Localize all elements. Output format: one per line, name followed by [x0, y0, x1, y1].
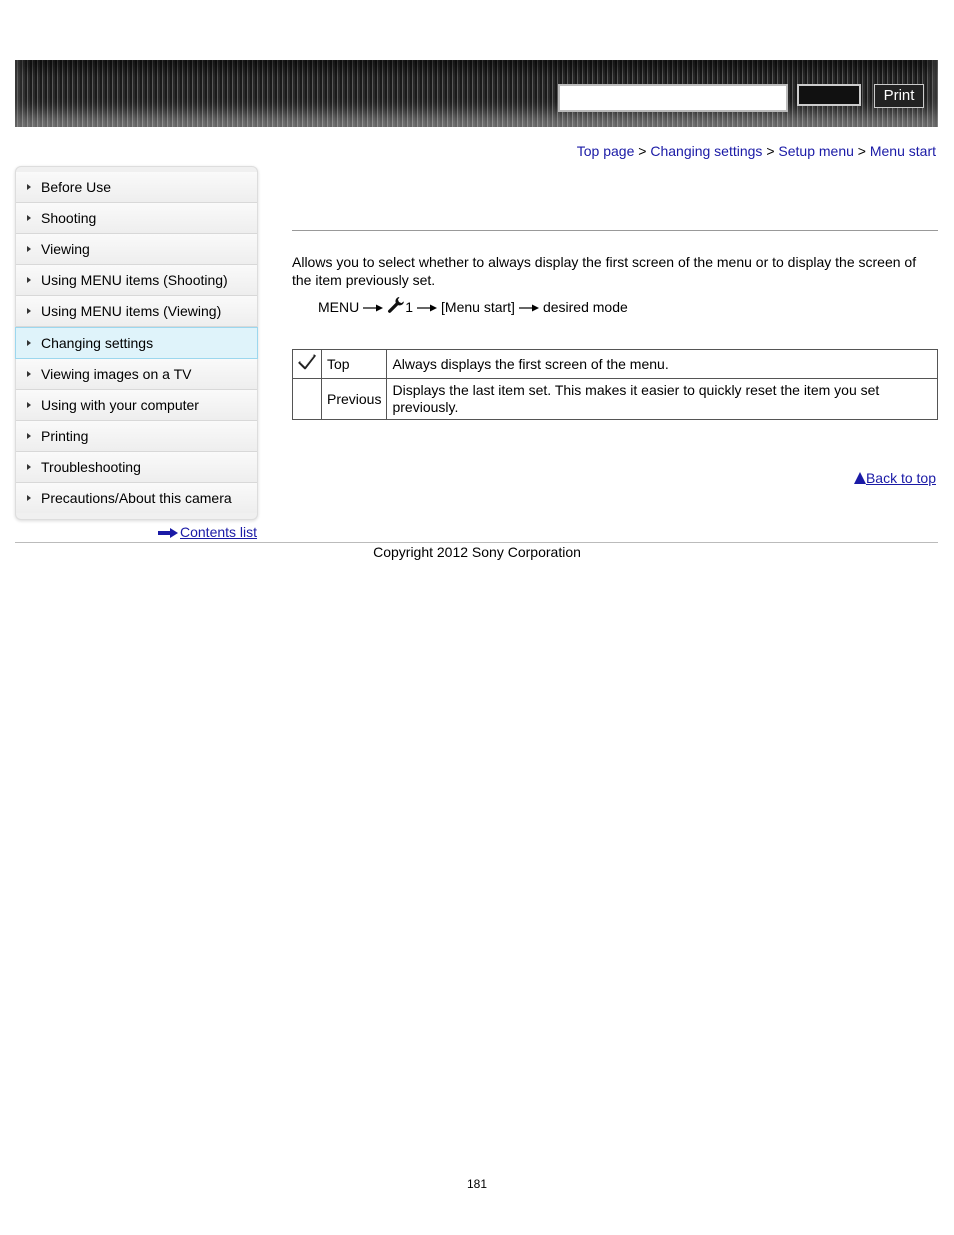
breadcrumb-menu-start[interactable]: Menu start — [869, 143, 936, 159]
triangle-right-icon — [27, 402, 31, 408]
arrow-right-icon — [519, 304, 539, 312]
search-input[interactable] — [558, 84, 788, 112]
breadcrumb — [577, 143, 936, 159]
option-name: Top — [322, 350, 387, 379]
triangle-right-icon — [27, 246, 31, 252]
description: Allows you to select whether to always display the first screen of the menu or to display the screen of the item previously set. — [292, 254, 917, 288]
triangle-right-icon — [27, 308, 31, 314]
mode-label: desired mode — [542, 299, 628, 315]
empty-check-cell — [293, 379, 322, 420]
sidebar-item-menu-viewing[interactable] — [16, 296, 257, 327]
triangle-right-icon — [27, 184, 31, 190]
search-button[interactable] — [797, 84, 861, 106]
breadcrumb-top-page[interactable]: Top page — [576, 143, 635, 159]
option-desc: Always displays the first screen of the menu. — [387, 350, 938, 379]
sidebar-item-label: Viewing — [41, 241, 90, 257]
options-table — [292, 349, 938, 420]
sidebar-item-precautions[interactable] — [16, 483, 257, 513]
sidebar-item-label: Using MENU items (Shooting) — [41, 272, 228, 288]
sidebar-item-label: Using with your computer — [41, 397, 199, 413]
sidebar-item-label: Before Use — [41, 179, 112, 195]
sidebar-item-before-use[interactable] — [16, 172, 257, 203]
breadcrumb-separator: > — [638, 143, 647, 159]
option-name: Previous — [322, 379, 387, 420]
sidebar — [15, 166, 258, 520]
setup-number: 1 — [405, 299, 414, 315]
breadcrumb-separator: > — [766, 143, 775, 159]
back-to-top-label: Back to top — [865, 470, 936, 486]
arrow-right-icon — [363, 304, 383, 312]
sidebar-item-label: Changing settings — [41, 335, 154, 351]
default-check-cell — [293, 350, 322, 379]
sidebar-item-computer[interactable] — [16, 390, 257, 421]
menu-path — [318, 296, 628, 317]
contents-list-label: Contents list — [180, 524, 258, 540]
triangle-right-icon — [27, 433, 31, 439]
page-number: 181 — [466, 1177, 488, 1191]
sidebar-item-label: Viewing images on a TV — [41, 366, 192, 382]
sidebar-item-label: Shooting — [41, 210, 97, 226]
sidebar-item-changing-settings[interactable] — [15, 327, 258, 359]
triangle-right-icon — [27, 277, 31, 283]
sidebar-item-label: Troubleshooting — [41, 459, 141, 475]
wrench-icon — [387, 296, 405, 314]
menu-item-label: [Menu start] — [441, 299, 515, 315]
sidebar-item-menu-shooting[interactable] — [16, 265, 257, 296]
sidebar-item-printing[interactable] — [16, 421, 257, 452]
triangle-right-icon — [27, 371, 31, 377]
table-row — [293, 350, 938, 379]
table-row — [293, 379, 938, 420]
sidebar-item-viewing[interactable] — [16, 234, 257, 265]
arrow-right-icon — [158, 528, 178, 538]
sidebar-item-viewing-tv[interactable] — [16, 359, 257, 390]
sidebar-item-troubleshooting[interactable] — [16, 452, 257, 483]
triangle-up-icon — [854, 472, 866, 484]
title-divider — [292, 230, 938, 231]
print-button[interactable]: Print — [874, 84, 924, 108]
contents-list-link[interactable] — [158, 524, 257, 540]
menu-label: MENU — [318, 299, 360, 315]
sidebar-item-label: Using MENU items (Viewing) — [41, 303, 222, 319]
back-to-top-link[interactable] — [854, 470, 936, 486]
breadcrumb-setup-menu[interactable]: Setup menu — [778, 143, 854, 159]
sidebar-item-label: Precautions/About this camera — [41, 490, 232, 506]
option-desc: Displays the last item set. This makes it easier to quickly reset the item you set previously. — [387, 379, 938, 420]
copyright: Copyright 2012 Sony Corporation — [373, 544, 581, 560]
check-mark-icon — [297, 352, 317, 372]
triangle-right-icon — [27, 340, 31, 346]
triangle-right-icon — [27, 495, 31, 501]
triangle-right-icon — [27, 215, 31, 221]
breadcrumb-changing-settings[interactable]: Changing settings — [650, 143, 763, 159]
breadcrumb-separator: > — [857, 143, 866, 159]
sidebar-item-label: Printing — [41, 428, 89, 444]
arrow-right-icon — [417, 304, 437, 312]
triangle-right-icon — [27, 464, 31, 470]
sidebar-item-shooting[interactable] — [16, 203, 257, 234]
